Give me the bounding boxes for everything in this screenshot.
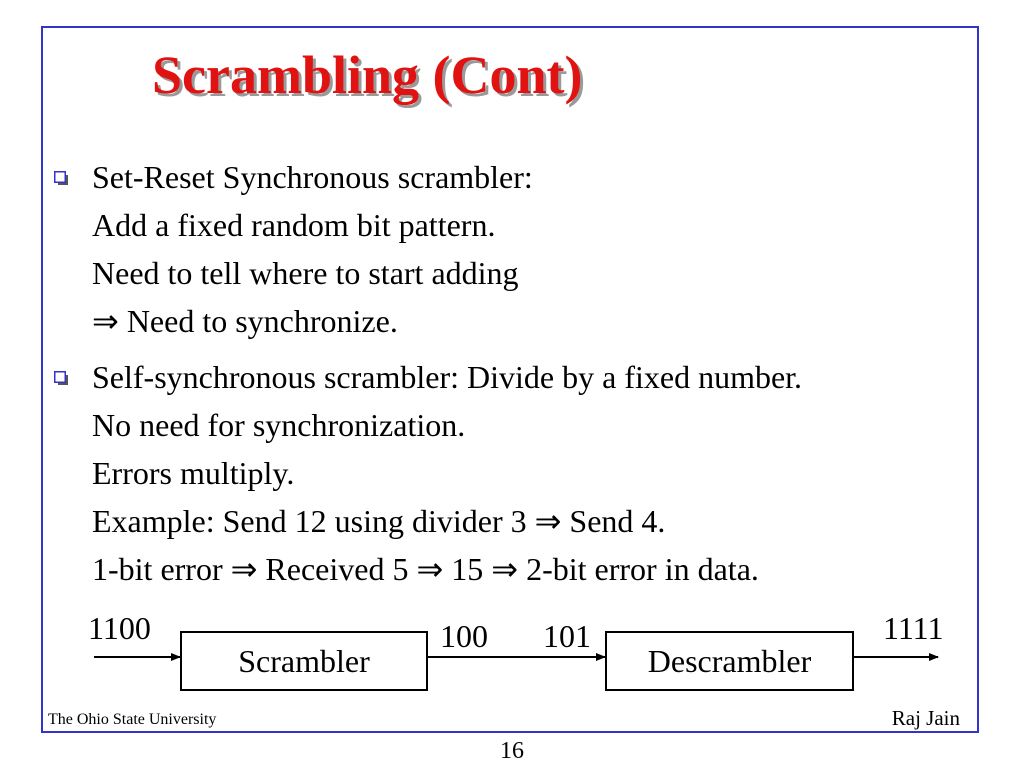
bullet-line: Add a fixed random bit pattern. <box>92 207 496 243</box>
bullet-line: Need to tell where to start adding <box>92 255 519 291</box>
slide-title: Scrambling (Cont) <box>152 45 583 105</box>
input-bits-label: 1100 <box>88 610 151 646</box>
bullet-line: Errors multiply. <box>92 455 295 491</box>
bullet-line: 1-bit error ⇒ Received 5 ⇒ 15 ⇒ 2-bit error in data. <box>92 551 759 587</box>
bullet-line: Set-Reset Synchronous scrambler: <box>92 159 533 195</box>
output-bits-label: 1111 <box>883 610 944 646</box>
scrambler-label: Scrambler <box>238 642 370 679</box>
descrambler-label: Descrambler <box>647 642 812 679</box>
bullet-line: Example: Send 12 using divider 3 ⇒ Send 4. <box>92 503 666 539</box>
descrambler-box <box>605 631 854 691</box>
footer-author: Raj Jain <box>891 706 960 730</box>
page-number: 16 <box>500 738 524 764</box>
scrambler-box <box>180 631 428 691</box>
footer-university: The Ohio State University <box>48 711 217 728</box>
bullet-line: ⇒ Need to synchronize. <box>92 303 398 339</box>
bullet-line: Self-synchronous scrambler: Divide by a fixed number. <box>92 359 803 395</box>
sent-bits-label: 100 <box>440 618 488 654</box>
received-bits-label: 101 <box>543 618 591 654</box>
bullet-line: No need for synchronization. <box>92 407 466 443</box>
